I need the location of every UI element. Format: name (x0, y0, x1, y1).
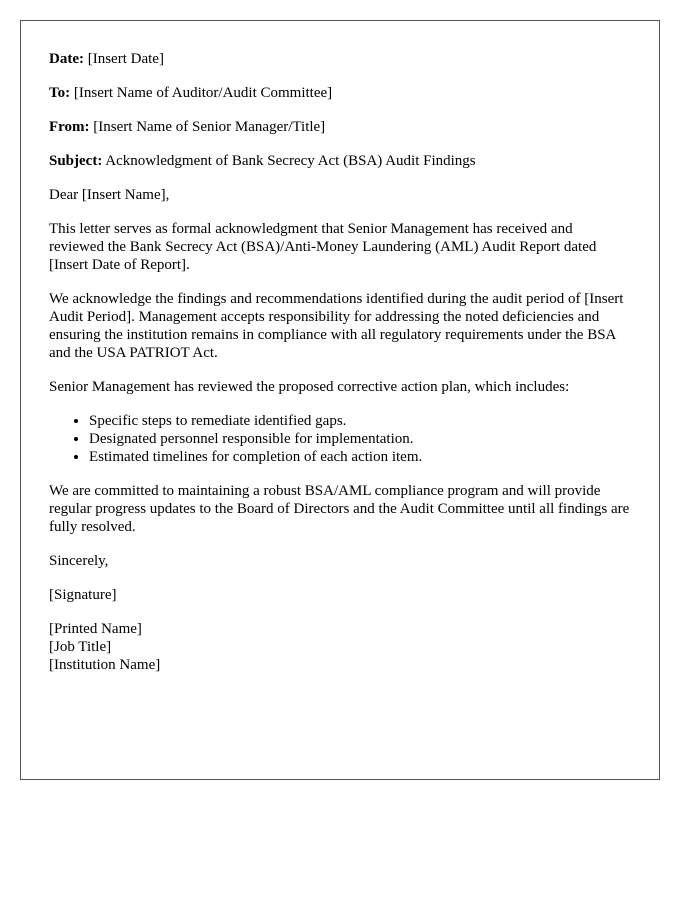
salutation: Dear [Insert Name], (49, 187, 170, 203)
date-label: Date: (49, 51, 84, 67)
institution-name: [Institution Name] (49, 657, 161, 673)
date-line (49, 50, 631, 68)
sign-off: Sincerely, (49, 553, 109, 569)
date-value: [Insert Date] (83, 51, 164, 67)
action-items-list (49, 412, 631, 466)
to-label: To: (49, 85, 71, 101)
signer-block (49, 620, 631, 674)
from-line (49, 118, 631, 136)
subject-label: Subject: (49, 153, 103, 169)
subject-value: Acknowledgment of Bank Secrecy Act (BSA) Audit Findings (102, 153, 476, 169)
list-item: • Designated personnel responsible for implementation. (89, 430, 631, 448)
to-value: [Insert Name of Auditor/Audit Committee] (70, 85, 333, 101)
printed-name: [Printed Name] (49, 621, 142, 637)
list-item: • Estimated timelines for completion of each action item. (89, 448, 631, 466)
job-title: [Job Title] (49, 639, 112, 655)
from-label: From: (49, 119, 90, 135)
signature-placeholder: [Signature] (49, 587, 117, 603)
list-item: • Specific steps to remediate identified gaps. (89, 412, 631, 430)
to-line (49, 84, 631, 102)
letter-page (20, 20, 660, 780)
from-value: [Insert Name of Senior Manager/Title] (89, 119, 326, 135)
paragraph-action-plan: Senior Management has reviewed the proposed corrective action plan, which includes: (49, 379, 570, 395)
paragraph-acknowledgment: This letter serves as formal acknowledgment that Senior Management has received and reviewed the Bank Secrecy Act (BSA)/Anti-Money Laundering (AML) Audit Report dated [Insert Date of Report]. (49, 221, 597, 273)
paragraph-findings: We acknowledge the findings and recommendations identified during the audit period of [Insert Audit Period]. Management accepts responsibility for addressing the noted deficiencies and ensuring the institution remains in compliance with all regulatory requirements under the BSA and the USA PATRIOT Act. (49, 291, 624, 361)
subject-line (49, 152, 631, 170)
paragraph-commitment: We are committed to maintaining a robust BSA/AML compliance program and will provide regular progress updates to the Board of Directors and the Audit Committee until all findings are fully resolved. (49, 483, 630, 535)
